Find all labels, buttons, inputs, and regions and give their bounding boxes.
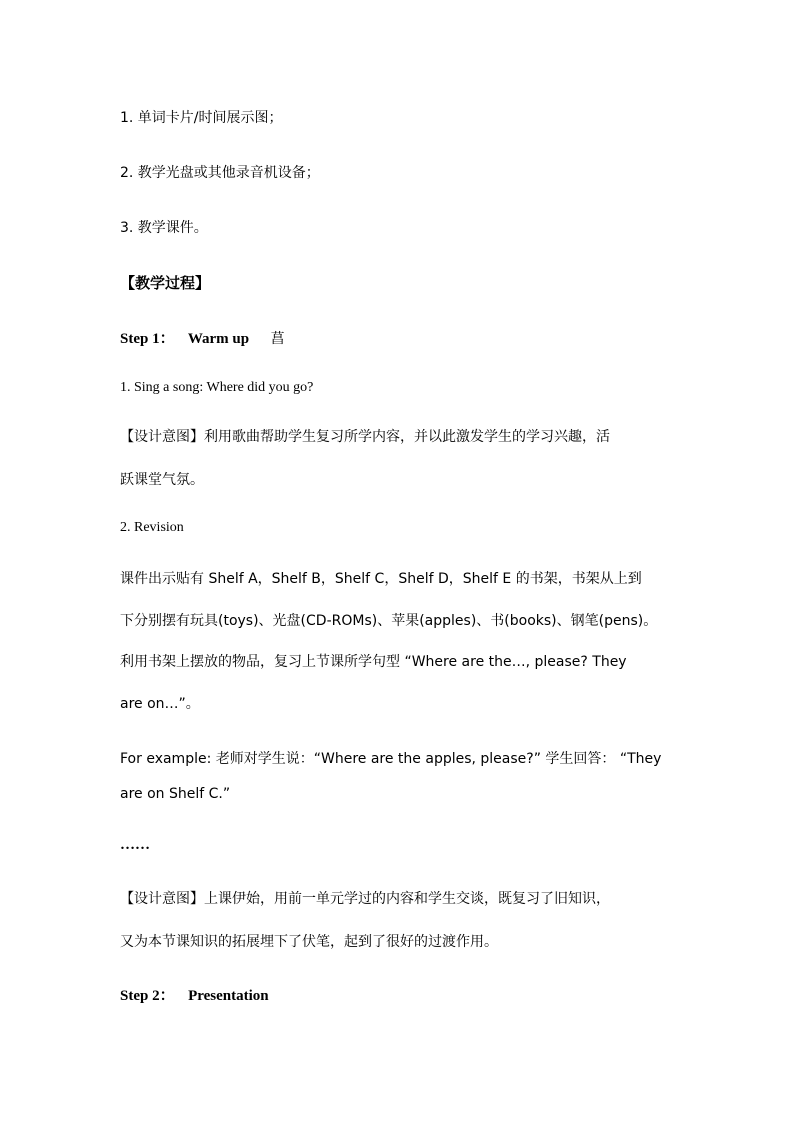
revision-paragraph-line-4: are on…”。: [120, 696, 200, 712]
design-intent-1-line-1: 【设计意图】利用歌曲帮助学生复习所学内容，并以此激发学生的学习兴趣，活: [120, 429, 610, 445]
material-item-3: 3. 教学课件。: [120, 220, 208, 236]
warmup-item-1: 1. Sing a song: Where did you go?: [120, 380, 314, 395]
step-1-heading: [120, 329, 285, 349]
revision-paragraph-line-3: 利用书架上摆放的物品，复习上节课所学句型 “Where are the…, please? They: [120, 654, 627, 670]
revision-paragraph-line-1: 课件出示贴有 Shelf A，Shelf B，Shelf C，Shelf D，Shelf E 的书架，书架从上到: [120, 571, 642, 587]
example-line-1: For example: 老师对学生说：“Where are the apples, please?” 学生回答： “They: [120, 751, 662, 767]
stray-character: 菖: [270, 331, 285, 347]
design-intent-1-line-2: 跃课堂气氛。: [120, 472, 204, 488]
step-2-label: Step 2：: [120, 988, 175, 1004]
step-2-title: Presentation: [188, 988, 269, 1004]
revision-paragraph-line-2: 下分别摆有玩具(toys)、光盘(CD-ROMs)、苹果(apples)、书(books)、钢笔(pens)。: [120, 613, 658, 629]
design-intent-2-line-2: 又为本节课知识的拓展埋下了伏笔，起到了很好的过渡作用。: [120, 934, 498, 950]
material-item-1: 1. 单词卡片/时间展示图；: [120, 110, 283, 126]
design-intent-2-line-1: 【设计意图】上课伊始，用前一单元学过的内容和学生交谈，既复习了旧知识，: [120, 891, 610, 907]
step-2-heading: [120, 986, 269, 1006]
material-item-2: 2. 教学光盘或其他录音机设备；: [120, 165, 320, 181]
example-line-2: are on Shelf C.”: [120, 786, 231, 802]
revision-item-2: 2. Revision: [120, 520, 184, 535]
ellipsis: ……: [120, 837, 150, 853]
step-1-title: Warm up: [187, 331, 250, 347]
step-1-label: Step 1：: [120, 331, 175, 347]
section-heading: 【教学过程】: [120, 274, 211, 292]
